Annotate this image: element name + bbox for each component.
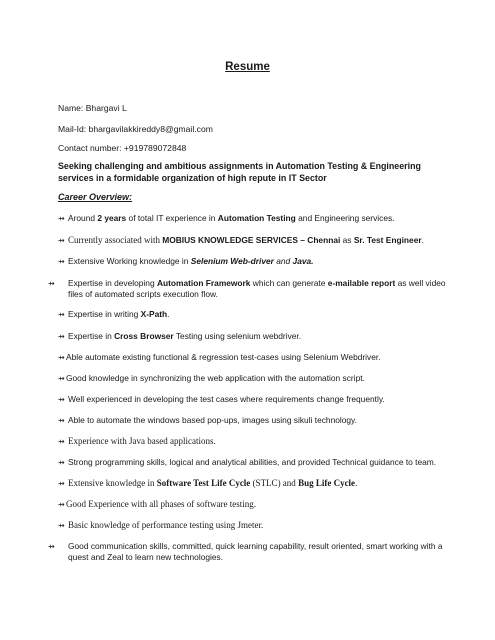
bullet-bold: X-Path [140,309,168,319]
bullet-text: Experience with Java based applications. [68,436,216,446]
arrow-bullet-icon: ⇸ [58,332,65,341]
bullet-bold: MOBIUS KNOWLEDGE SERVICES – Chennai [162,235,341,245]
arrow-bullet-icon: ⇸ [48,542,55,551]
name-line: Name: Bhargavi L [58,103,127,113]
list-item [58,373,443,384]
arrow-bullet-icon: ⇸ [58,236,65,245]
bullet-text: . [167,309,170,319]
list-item [58,520,443,531]
arrow-bullet-icon: ⇸ [58,416,65,425]
bullet-text: which can generate [250,278,328,288]
list-item [58,457,443,468]
bullet-text: of total IT experience in [126,213,218,223]
bullet-text: . [355,478,358,488]
arrow-bullet-icon: ⇸ [58,479,65,488]
arrow-bullet-icon: ⇸ [58,374,65,383]
arrow-bullet-icon: ⇸ [58,310,65,319]
bullet-bold: 2 years [97,213,127,223]
arrow-bullet-icon: ⇸ [58,257,65,266]
list-item [48,541,453,563]
section-title-career-overview: Career Overview: [58,192,133,202]
bullet-bold: Cross Browser [114,331,174,341]
arrow-bullet-icon: ⇸ [58,214,65,223]
contact-line: Contact number: +919789072848 [58,143,187,153]
bullet-text: as [340,235,354,245]
bullet-bold: Sr. Test Engineer [353,235,422,245]
bullet-text: Testing using selenium webdriver. [173,331,302,341]
arrow-bullet-icon: ⇸ [58,395,65,404]
arrow-bullet-icon: ⇸ [58,521,65,530]
arrow-bullet-icon: ⇸ [48,279,55,288]
list-item [58,213,443,224]
bullet-text: Strong programming skills, logical and analytical abilities, and provided Technical guidance to team. [68,457,437,467]
list-item [58,235,443,246]
bullet-text: Well experienced in developing the test cases where requirements change frequently. [68,394,385,404]
bullet-text: Expertise in writing [68,309,141,319]
list-item [58,436,443,447]
bullet-text: Able automate existing functional & regression test-cases using Selenium Webdriver. [66,352,381,362]
bullet-bold: e-mailable report [327,278,396,288]
arrow-bullet-icon: ⇸ [58,500,65,509]
list-item [58,352,443,363]
bullet-text: Good Experience with all phases of software testing. [66,499,256,509]
bullet-text: Currently associated with [68,235,163,245]
list-item [58,478,443,489]
bullet-text: as well video files of automated scripts execution flow. [68,278,446,299]
bullet-text: Around [68,213,98,223]
bullet-bold: Automation Framework [156,278,251,288]
bullet-text: Extensive Working knowledge in [68,256,191,266]
bullet-text: Able to automate the windows based pop-ups, images using sikuli technology. [68,415,357,425]
list-item [58,309,443,320]
bullet-text: Good knowledge in synchronizing the web application with the automation script. [66,373,365,383]
list-item [58,331,443,342]
list-item [58,415,443,426]
arrow-bullet-icon: ⇸ [58,437,65,446]
bullet-bold-italic: Selenium Web-driver [190,256,274,266]
bullet-text: Expertise in developing [68,278,157,288]
bullet-bold: Software Test Life Cycle [156,478,251,488]
bullet-bold-italic: Java. [292,256,314,266]
page-title: Resume [225,61,270,73]
list-item [58,256,443,267]
bullet-text: Good communication skills, committed, quick learning capability, result oriented, smart working with a quest and Zeal to learn new technologies. [68,541,443,562]
bullet-text: (STLC) and [250,478,299,488]
bullet-text: Basic knowledge of performance testing using Jmeter. [68,520,264,530]
bullet-text: and Engineering services. [295,213,395,223]
list-item [58,394,443,405]
list-item [48,278,453,300]
arrow-bullet-icon: ⇸ [58,458,65,467]
bullet-bold: Automation Testing [217,213,296,223]
list-item [58,499,443,510]
objective-statement: Seeking challenging and ambitious assignments in Automation Testing & Engineering services in a formidable organization of high repute in IT Sector [58,161,421,183]
bullet-italic: and [273,256,293,266]
arrow-bullet-icon: ⇸ [58,353,65,362]
email-line: Mail-Id: bhargavilakkireddy8@gmail.com [58,124,213,134]
bullet-text: Extensive knowledge in [68,478,157,488]
bullet-text: . [421,235,424,245]
bullet-text: Expertise in [68,331,115,341]
bullet-bold: Bug Life Cycle [298,478,356,488]
